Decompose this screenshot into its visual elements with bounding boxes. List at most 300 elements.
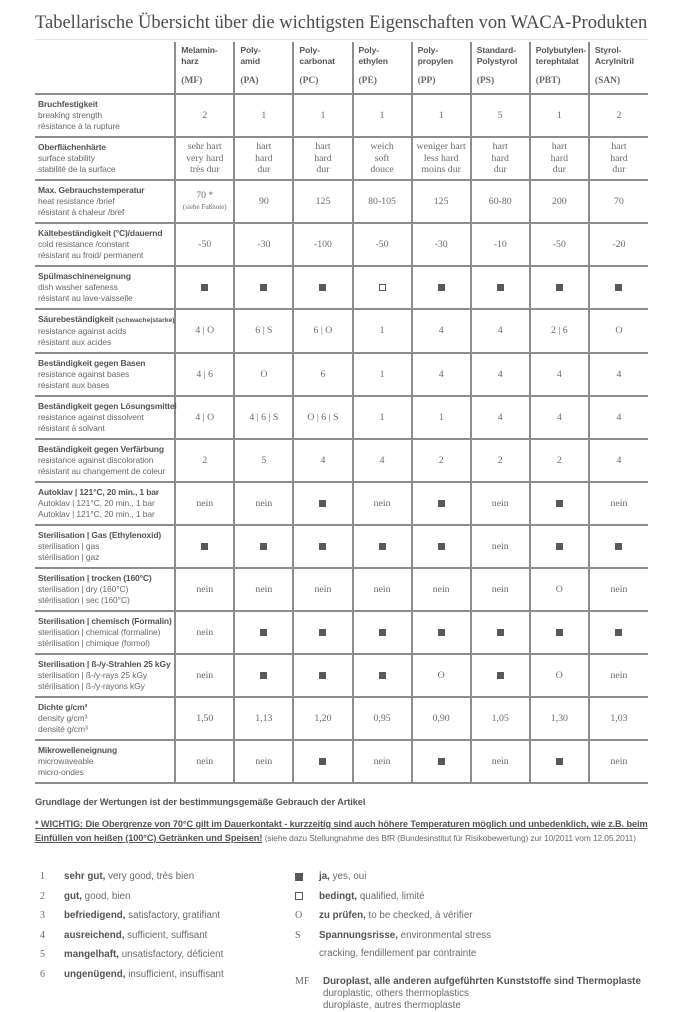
table-cell: [412, 697, 471, 740]
cell-text: 2: [556, 454, 562, 466]
cell-text: hard: [550, 152, 569, 164]
table-cell: [293, 309, 352, 353]
cell-text: O: [555, 583, 563, 595]
row-label-translation: cold resistance /constant: [38, 239, 130, 249]
table-cell: [412, 180, 471, 223]
table-cell: [589, 611, 648, 654]
table-row: [35, 309, 648, 353]
mf-main-line: Duroplast, alle anderen aufgeführten Kunststoffe sind Thermoplaste: [323, 976, 641, 987]
table-cell: [589, 654, 648, 697]
table-cell: [234, 439, 293, 482]
table-cell: [234, 740, 293, 783]
row-label-translation: dish washer safeness: [38, 282, 118, 292]
yes-square-icon: [319, 500, 326, 507]
rating-text: [64, 930, 207, 941]
cell-text: -10: [493, 238, 507, 250]
cell-text: 1,50: [196, 712, 214, 724]
legend-symbols: [295, 871, 641, 1012]
table-cell: [471, 396, 530, 439]
cell-text: hard: [314, 152, 332, 164]
symbol-translation: environmental stress: [397, 929, 492, 941]
table-cell: [530, 353, 589, 396]
table-cell: [589, 525, 648, 568]
cell-text: nein: [373, 755, 391, 767]
yes-square-icon: [319, 629, 326, 636]
row-label: [35, 266, 175, 309]
table-cell: [353, 654, 412, 697]
qualified-square-icon: [295, 891, 319, 902]
cell-text: hart: [256, 141, 272, 153]
cell-text: 80-105: [368, 195, 396, 207]
table-cell: [471, 180, 530, 223]
row-label-translation: résistant à chaleur /bref: [38, 207, 125, 217]
cell-text: hart: [611, 141, 627, 153]
rating-number: 6: [40, 968, 45, 980]
cell-text: 1: [379, 411, 385, 423]
row-label-translation: surface stability: [38, 153, 95, 163]
yes-square-icon: [615, 629, 622, 636]
yes-square-icon: [319, 543, 326, 550]
table-cell: [353, 697, 412, 740]
cell-text: 4: [497, 411, 503, 423]
row-label-translation: résistant au froid/ permanent: [38, 250, 144, 260]
row-label-translation: sterilisation | ß-/y-rays 25 kGy: [38, 670, 148, 680]
cell-text: O | 6 | S: [307, 411, 339, 423]
legend-symbol-item: [295, 910, 641, 921]
yes-square-icon: [438, 629, 445, 636]
basis-note: Grundlage der Wertungen ist der bestimmungsgemäße Gebrauch der Artikel: [35, 797, 366, 807]
table-cell: [471, 611, 530, 654]
yes-square-icon: [615, 543, 622, 550]
table-row: [35, 180, 648, 223]
table-cell: [175, 439, 234, 482]
table-cell: [175, 740, 234, 783]
symbol-term: bedingt,: [319, 890, 358, 902]
cell-text: nein: [491, 497, 509, 509]
cell-text: 4 | O: [195, 411, 215, 423]
table-cell: [175, 180, 234, 223]
table-cell: [293, 697, 352, 740]
table-cell: [412, 309, 471, 353]
table-row: [35, 266, 648, 309]
important-footnote-reference: (siehe dazu Stellungnahme des BfR (Bundesinstitut für Risikobewertung) zur 10/2011 vom 12.05.2011): [264, 832, 636, 843]
rating-number: 3: [40, 910, 45, 921]
table-cell: [353, 482, 412, 525]
table-cell: [353, 525, 412, 568]
legend-symbol-item: [295, 930, 641, 941]
cell-text: 6 | O: [313, 325, 333, 337]
table-cell: [530, 137, 589, 180]
cell-text: 4: [616, 454, 622, 466]
table-cell: [175, 223, 234, 266]
table-cell: [175, 266, 234, 309]
row-label-translation: résistant aux acides: [38, 337, 112, 347]
symbol-letter: S: [295, 929, 301, 941]
table-cell: [589, 482, 648, 525]
rating-number: 4: [40, 929, 45, 941]
table-cell: [353, 611, 412, 654]
row-label: [35, 180, 175, 223]
row-label-translation: resistance against discoloration: [38, 455, 154, 465]
legend-rating-item: [40, 949, 285, 960]
table-cell: [412, 525, 471, 568]
row-label-translation: résistant à solvant: [38, 423, 105, 433]
cell-text: nein: [196, 497, 214, 509]
yes-square-icon: [319, 758, 326, 765]
row-label-translation: microwaveable: [38, 756, 94, 766]
row-label: [35, 309, 175, 353]
cell-text: 1: [261, 109, 267, 121]
table-cell: [353, 137, 412, 180]
table-row: [35, 611, 648, 654]
row-label-de: Sterilisation | ß-/y-Strahlen 25 kGy: [38, 659, 171, 669]
cell-text: 4: [556, 411, 562, 423]
table-cell: [412, 482, 471, 525]
column-code: (MF): [181, 76, 203, 86]
cell-text: O: [437, 669, 445, 681]
symbol-term: zu prüfen,: [319, 910, 366, 921]
column-header-pp: [412, 42, 471, 94]
table-cell: [234, 697, 293, 740]
cell-text: 4: [438, 325, 444, 337]
cell-text: 4: [438, 368, 444, 380]
table-row: [35, 439, 648, 482]
yes-square-icon: [201, 284, 208, 291]
row-label-translation: sterilisation | dry (160°C): [38, 584, 129, 594]
yes-square-icon: [615, 284, 622, 291]
row-label-de: Sterilisation | trocken (160°C): [38, 573, 152, 583]
column-header-mf: [175, 42, 234, 94]
table-cell: [175, 482, 234, 525]
table-cell: [471, 482, 530, 525]
yes-square-icon: [556, 758, 563, 765]
cell-text: 125: [433, 195, 449, 207]
table-cell: [175, 94, 234, 137]
rating-number: 1: [40, 871, 45, 882]
cell-text: -100: [313, 238, 332, 250]
row-label-translation: stérilisation | gaz: [38, 552, 100, 562]
column-code: (SAN): [594, 76, 621, 86]
column-name: Poly- amid: [240, 45, 261, 66]
table-cell: [471, 94, 530, 137]
cell-text: 5: [261, 454, 267, 466]
table-cell: [175, 654, 234, 697]
column-code: (PP): [417, 76, 436, 86]
table-cell: [234, 353, 293, 396]
table-row: [35, 654, 648, 697]
yes-square-icon: [438, 543, 445, 550]
qualified-square-icon: [379, 284, 386, 291]
symbol-translation: yes, oui: [329, 871, 367, 882]
cell-text: 1,20: [314, 712, 332, 724]
cell-text: less hard: [423, 152, 459, 164]
cell-text: 4: [616, 368, 622, 380]
cell-text: nein: [432, 583, 450, 595]
legend-rating-item: [40, 871, 285, 882]
table-header-row: [35, 42, 648, 94]
cell-text: nein: [196, 755, 214, 767]
yes-square-icon: [497, 672, 504, 679]
yes-square-icon: [201, 543, 208, 550]
column-header-san: [589, 42, 648, 94]
symbol-term: ja,: [319, 871, 330, 882]
table-cell: [234, 266, 293, 309]
yes-square-icon: [295, 871, 319, 882]
cell-text: nein: [196, 669, 214, 681]
symbol-term: Spannungsrisse,: [319, 929, 398, 941]
row-label-translation: densité g/cm³: [38, 724, 88, 734]
row-label: [35, 740, 175, 783]
table-cell: [293, 396, 352, 439]
table-cell: [234, 309, 293, 353]
table-cell: [353, 309, 412, 353]
cell-text: -50: [552, 238, 566, 250]
cell-text: 4: [616, 411, 622, 423]
row-label-de: Sterilisation | chemisch (Formalin): [38, 616, 172, 626]
table-cell: [293, 568, 352, 611]
rating-translation: very good, très bien: [105, 871, 195, 882]
table-cell: [412, 137, 471, 180]
mf-sub-line: duroplaste, autres thermoplaste: [323, 1000, 461, 1011]
table-cell: [471, 309, 530, 353]
row-label-de: Oberflächenhärte: [38, 142, 106, 152]
cell-text: nein: [373, 583, 391, 595]
yes-square-icon: [319, 672, 326, 679]
cell-text: soft: [374, 152, 390, 164]
rating-translation: satisfactory, gratifiant: [125, 910, 221, 921]
cell-text: nein: [255, 755, 273, 767]
cell-text: nein: [610, 755, 628, 767]
table-cell: [589, 396, 648, 439]
cell-text: nein: [491, 755, 509, 767]
table-row: [35, 697, 648, 740]
cell-text: 2: [202, 109, 208, 121]
table-row: [35, 396, 648, 439]
cell-text: 2 | 6: [550, 325, 568, 337]
cell-text: 4: [556, 368, 562, 380]
table-cell: [353, 353, 412, 396]
table-cell: [530, 697, 589, 740]
table-cell: [471, 654, 530, 697]
cell-text: 6: [320, 368, 326, 380]
row-label-de: Dichte g/cm³: [38, 702, 88, 712]
table-cell: [530, 309, 589, 353]
rating-text: [64, 871, 194, 882]
cell-text: 4: [497, 325, 503, 337]
table-row: [35, 137, 648, 180]
rating-number: 5: [40, 949, 45, 960]
table-cell: [234, 525, 293, 568]
cell-text: sehr hart: [187, 141, 222, 153]
table-row: [35, 482, 648, 525]
cell-text: 70 *: [196, 190, 214, 201]
legend-symbol-item: [295, 871, 641, 882]
cell-text: 5: [497, 109, 503, 121]
cell-text: dur: [493, 164, 507, 176]
column-code: (PBT): [535, 76, 561, 86]
column-header-pe: [353, 42, 412, 94]
table-cell: [353, 439, 412, 482]
cell-text: 2: [616, 109, 622, 121]
row-label-translation: heat resistance /brief: [38, 196, 115, 206]
row-label-suffix: (schwache|starke): [113, 317, 175, 324]
cell-text: 1,05: [491, 712, 509, 724]
cell-text: O: [260, 368, 268, 380]
cell-text: 2: [497, 454, 503, 466]
legend: [35, 871, 648, 1012]
row-label-translation: stérilisation | sec (160°C): [38, 595, 130, 605]
yes-square-icon: [556, 284, 563, 291]
row-label: [35, 94, 175, 137]
table-row: [35, 740, 648, 783]
yes-square-icon: [497, 284, 504, 291]
row-label-translation: density g/cm³: [38, 713, 88, 723]
table-row: [35, 223, 648, 266]
table-cell: [175, 568, 234, 611]
cell-text: 1: [438, 109, 444, 121]
table-cell: [412, 568, 471, 611]
mf-text: [323, 976, 641, 1012]
row-label-de: Spülmaschineneignung: [38, 271, 131, 281]
row-label-translation: sterilisation | gas: [38, 541, 100, 551]
legend-rating-item: [40, 930, 285, 941]
yes-square-icon: [556, 629, 563, 636]
cell-text: dur: [552, 164, 566, 176]
cell-text: -50: [198, 238, 212, 250]
table-cell: [412, 740, 471, 783]
yes-square-icon: [556, 543, 563, 550]
table-cell: [530, 94, 589, 137]
yes-square-icon: [379, 629, 386, 636]
rating-translation: good, bien: [81, 890, 131, 902]
cell-text: -30: [434, 238, 448, 250]
table-cell: [471, 568, 530, 611]
row-label: [35, 137, 175, 180]
cell-text: dur: [316, 164, 330, 176]
table-cell: [530, 396, 589, 439]
table-cell: [530, 611, 589, 654]
symbol-text: [319, 871, 366, 882]
rating-translation: sufficient, suffisant: [124, 929, 208, 941]
table-cell: [412, 396, 471, 439]
row-label: [35, 697, 175, 740]
table-cell: [471, 223, 530, 266]
row-label: [35, 439, 175, 482]
mf-sub-line: duroplastic, others thermoplastics: [323, 988, 469, 999]
table-cell: [530, 654, 589, 697]
column-name: Polybutylen- terephtalat: [535, 45, 587, 66]
table-cell: [589, 266, 648, 309]
column-header-ps: [471, 42, 530, 94]
row-label-de: Autoklav | 121°C, 20 min., 1 bar: [38, 487, 159, 497]
cell-text: dur: [257, 164, 271, 176]
table-cell: [175, 353, 234, 396]
table-cell: [234, 94, 293, 137]
table-cell: [293, 439, 352, 482]
row-label-translation: résistant au changement de coleur: [38, 466, 166, 476]
cell-text: hard: [491, 152, 509, 164]
table-row: [35, 525, 648, 568]
cell-text: weich: [370, 141, 394, 153]
cell-text: nein: [196, 626, 214, 638]
table-cell: [412, 611, 471, 654]
column-name: Poly- carbonat: [299, 45, 335, 66]
cell-text: 2: [438, 454, 444, 466]
cell-text: 1: [379, 109, 385, 121]
table-cell: [175, 396, 234, 439]
row-label: [35, 568, 175, 611]
cell-text: 1: [556, 109, 562, 121]
cell-text: nein: [255, 583, 273, 595]
table-cell: [234, 137, 293, 180]
cell-text: very hard: [186, 152, 224, 164]
table-cell: [471, 137, 530, 180]
row-label-de: Säurebeständigkeit (schwache|starke): [38, 314, 175, 324]
table-cell: [471, 353, 530, 396]
table-cell: [412, 439, 471, 482]
legend-rating-item: [40, 969, 285, 980]
row-label-translation: sterilisation | chemical (formaline): [38, 627, 161, 637]
column-code: (PE): [358, 76, 377, 86]
table-row: [35, 353, 648, 396]
yes-square-icon: [319, 284, 326, 291]
cell-text: nein: [196, 583, 214, 595]
rating-text: [64, 949, 223, 960]
cell-text: 4: [320, 454, 326, 466]
yes-square-icon: [438, 500, 445, 507]
table-cell: [589, 740, 648, 783]
table-cell: [293, 611, 352, 654]
column-header-pc: [293, 42, 352, 94]
mf-symbol: MF: [295, 976, 310, 987]
column-name: Standard- Polystyrol: [476, 45, 518, 66]
cell-text: 2: [202, 454, 208, 466]
cell-text: O: [615, 325, 623, 337]
table-cell: [471, 740, 530, 783]
rating-term: ausreichend,: [64, 929, 125, 941]
table-cell: [412, 353, 471, 396]
row-label-de: Bruchfestigkeit: [38, 99, 98, 109]
column-name: Styrol- Acrylnitril: [594, 45, 634, 66]
row-label-translation: breaking strength: [38, 110, 102, 120]
row-label: [35, 611, 175, 654]
cell-text: nein: [610, 669, 628, 681]
rating-term: sehr gut,: [64, 871, 106, 882]
important-footnote: [35, 818, 648, 845]
mf-note: [295, 976, 641, 1012]
cell-text: 200: [551, 195, 567, 207]
table-cell: [589, 353, 648, 396]
rating-translation: insufficient, insuffisant: [125, 968, 224, 980]
table-cell: [589, 309, 648, 353]
table-cell: [353, 94, 412, 137]
cell-text: 0,95: [373, 712, 391, 724]
row-label-translation: résistant au lave-vaisselle: [38, 293, 133, 303]
rating-term: befriedigend,: [64, 910, 126, 921]
cell-text: -30: [257, 238, 271, 250]
table-cell: [530, 482, 589, 525]
table-cell: [353, 396, 412, 439]
table-cell: [589, 697, 648, 740]
cell-text: 1,03: [610, 712, 628, 724]
rating-term: mangelhaft,: [64, 949, 119, 960]
table-cell: [412, 654, 471, 697]
properties-table: [35, 42, 648, 784]
table-cell: [530, 266, 589, 309]
row-label-translation: resistance against dissolvent: [38, 412, 144, 422]
symbol-letter: O: [295, 910, 303, 921]
table-cell: [353, 568, 412, 611]
